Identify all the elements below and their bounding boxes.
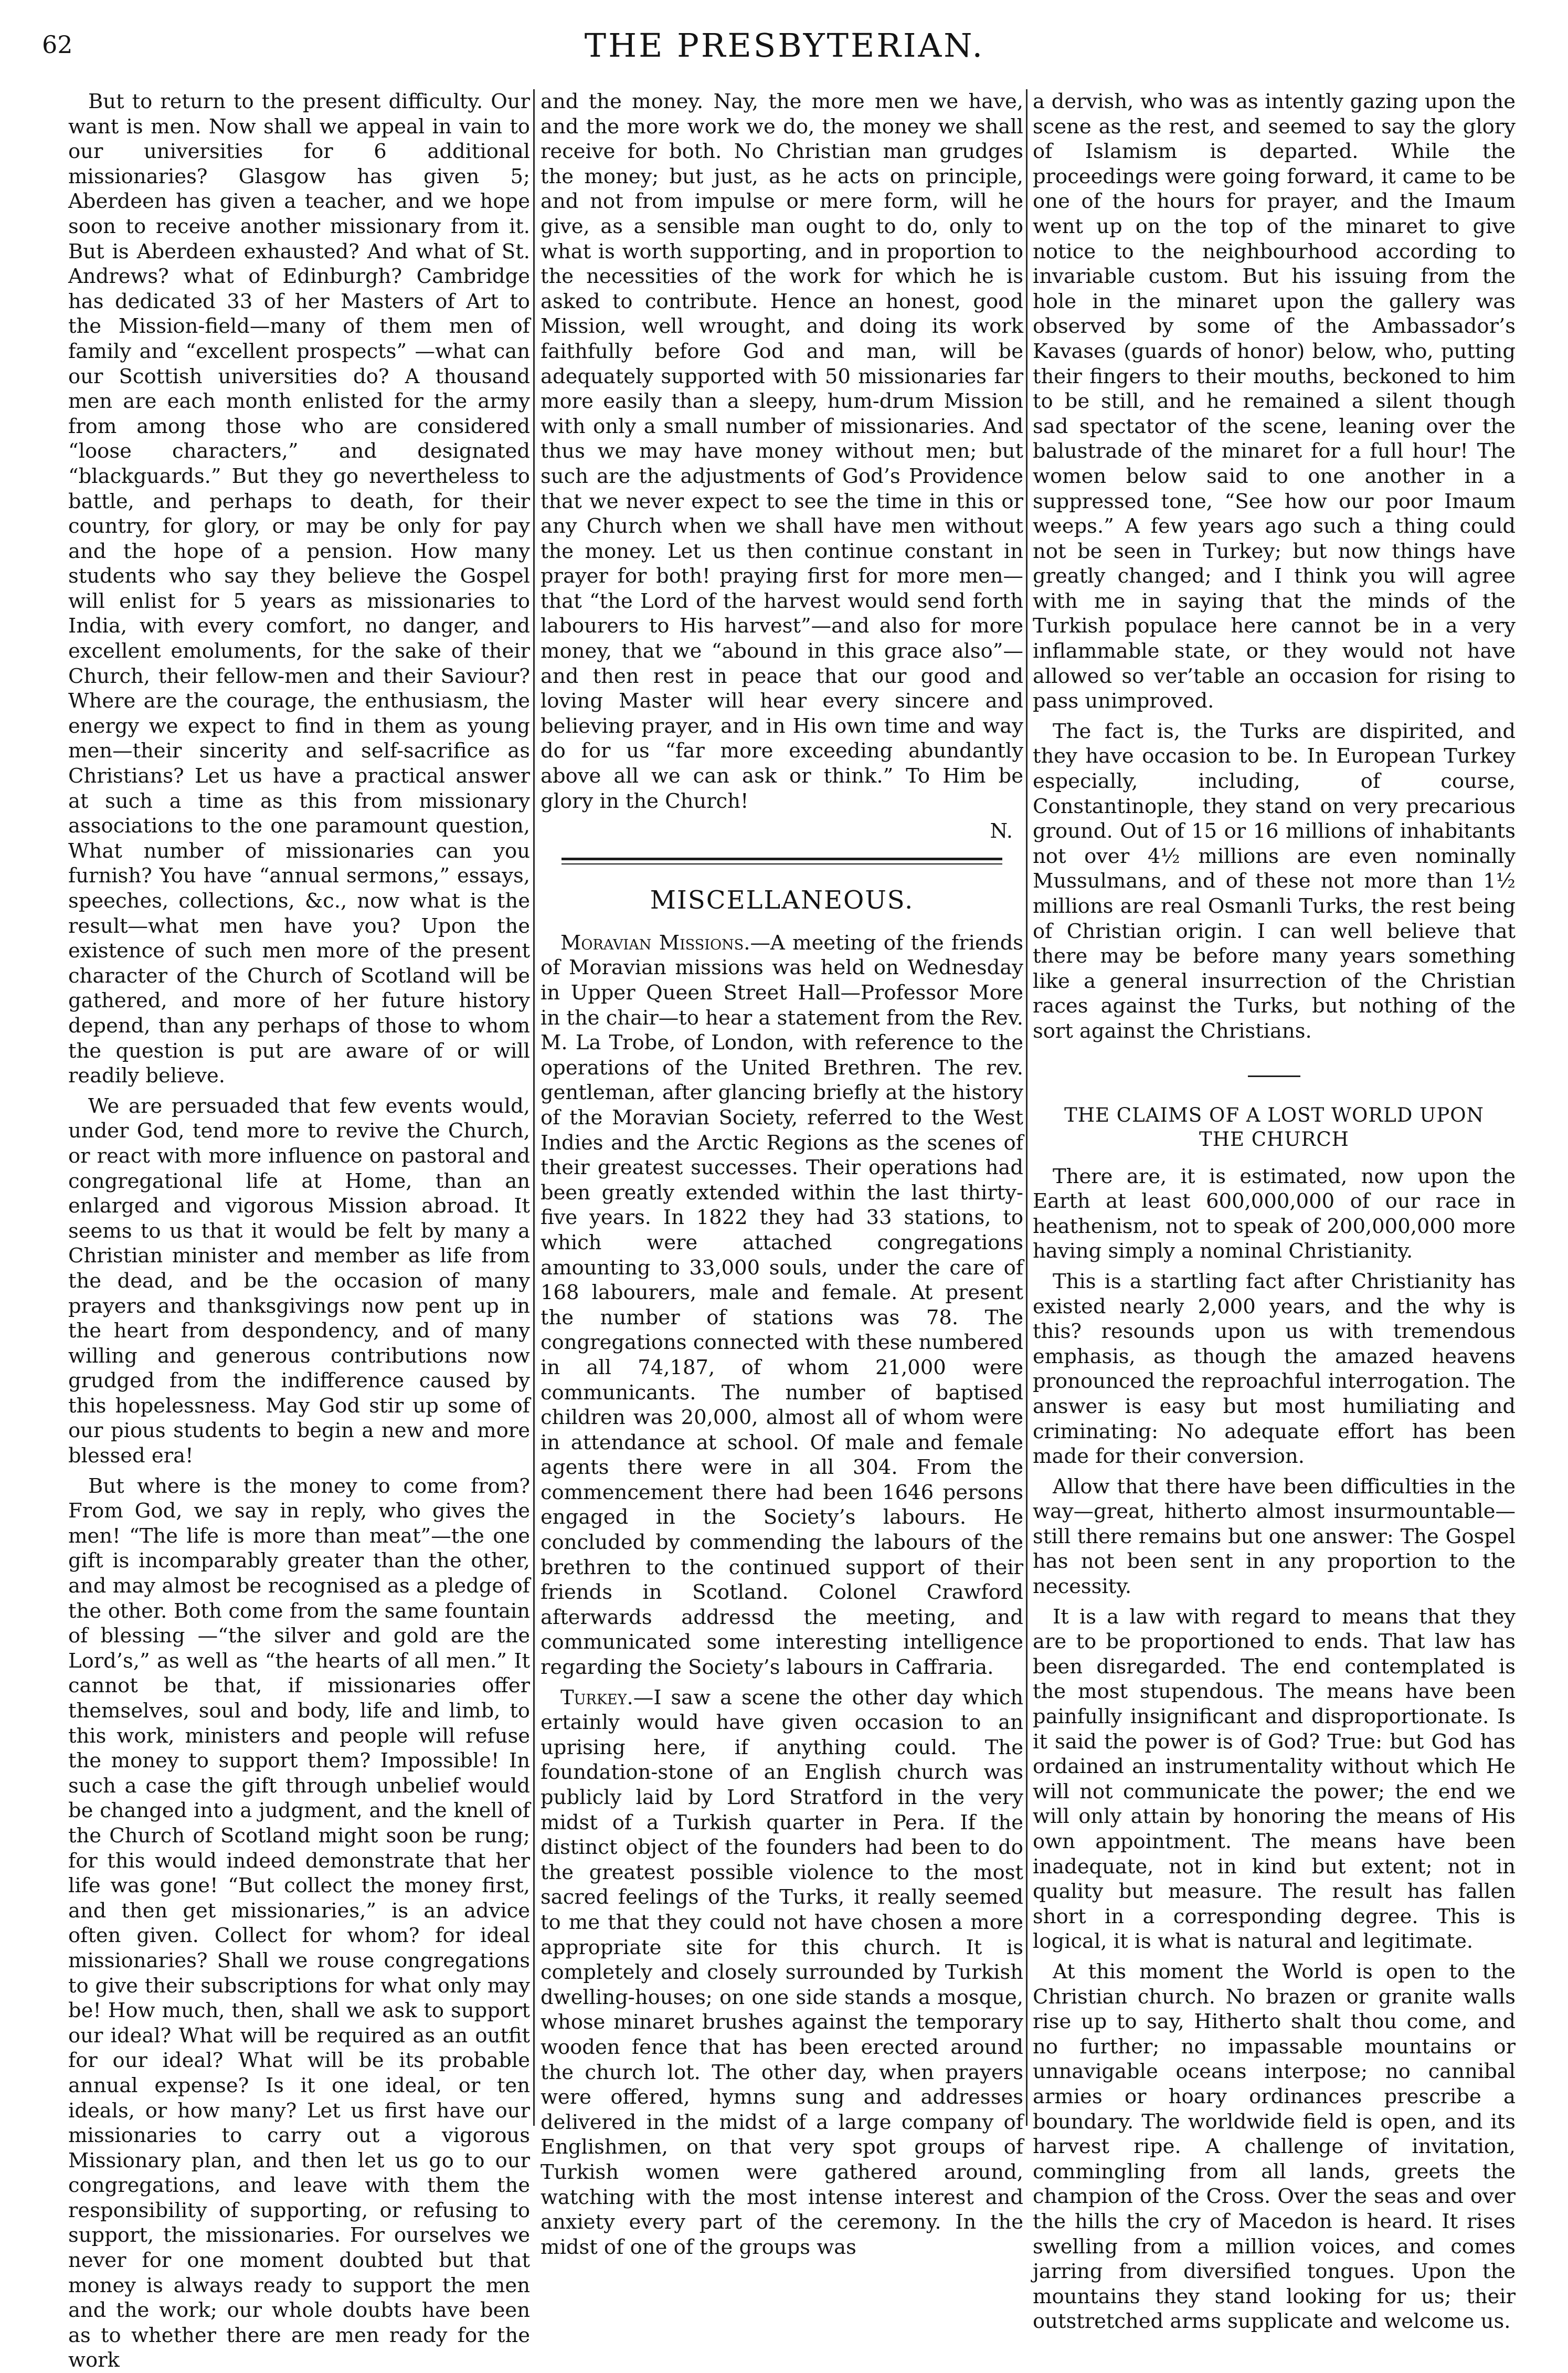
article-paragraph: We are persuaded that few events would, under God, tend more to revive the Church, or react with more influence on pastoral and congregational life at Home, than an enlarged and vigorous Mission abroad. It seems to us that it would be felt by many a Christian minister and member as life from the dead, and be the occasion of many prayers and thanksgivings now pent up in the heart from despondency, and of many willing and generous contributions now grudged from the indifference caused by this hopelessness. May God stir up some of our pious students to begin a new and more blessed era! — [68, 1094, 530, 1468]
article-paragraph: There are, it is estimated, now upon the Earth at least 600,000,000 of our race in heathenism, not to speak of 200,000,000 more having simply a nominal Christianity. — [1033, 1164, 1516, 1263]
article-paragraph: At this moment the World is open to the Christian church. No brazen or granite walls rise up to say, Hitherto shalt thou come, and no further; no impassable mountains or unnavigable oceans interpose; no cannibal armies or hoary ordinances prescribe a boundary. The worldwide field is open, and its harvest ripe. A challenge of invitation, commingling from all lands, greets the champion of the Cross. Over the seas and over the hills the cry of Macedon is heard. It rises swelling from a million voices, and comes jarring from diversified tongues. Upon the mountains they stand looking for us; their outstretched arms supplicate and welcome us. — [1033, 1959, 1516, 2334]
page-header — [42, 26, 1527, 73]
column-3 — [1033, 89, 1516, 2334]
article-signature: N. — [990, 819, 1013, 843]
article-paragraph: Allow that there have been difficulties in the way—great, hitherto almost insurmountable—still there remains but one answer: The Gospel has not been sent in any proportion to the necessity. — [1033, 1474, 1516, 1599]
article-paragraph: a dervish, who was as intently gazing upon the scene as the rest, and seemed to say the glory of Islamism is departed. While the proceedings were going forward, it came to be one of the hours for prayer, and the Imaum went up on the top of the minaret to give notice to the neighbourhood according to invariable custom. But his issuing from the hole in the minaret upon the gallery was observed by some of the Ambassador’s Kavases (guards of honor) below, who, putting their fingers to their mouths, beckoned to him to be still, and he remained a silent though sad spectator of the scene, leaning over the balustrade of the minaret for a full hour! The women below said to one another in a suppressed tone, “See how our poor Imaum weeps.” A few years ago such a thing could not be seen in Turkey; but now things have greatly changed; and I think you will agree with me in saying that the minds of the Turkish populace here cannot be in a very inflammable state, or they would not have allowed so ver’table an occasion for rising to pass unimproved. — [1033, 90, 1516, 713]
short-divider — [1248, 1075, 1300, 1077]
column-2 — [541, 89, 1023, 2259]
column-rule-right — [1026, 89, 1027, 2126]
section-divider — [561, 858, 1002, 864]
masthead-title: THE PRESBYTERIAN. — [584, 26, 985, 65]
news-item-turkey — [541, 1685, 1023, 2260]
news-item-lead: Turkey. — [560, 1685, 633, 1710]
article-heading: THE CLAIMS OF A LOST WORLD UPON THE CHURCH — [1064, 1103, 1484, 1151]
page-number: 62 — [42, 30, 73, 59]
article-paragraph: and the money. Nay, the more men we have, and the more work we do, the money we shall receive for both. No Christian man grudges the money; but just, as he acts on principle, and not from impulse or mere form, will he give, as a sensible man ought to do, only to what is worth supporting, and in proportion to the necessities of the work for which he is asked to contribute. Hence an honest, good Mission, well wrought, and doing its work faithfully before God and man, will be adequately supported with 50 missionaries far more easily than a sleepy, hum-drum Mission with only a small number of missionaries. And thus we may have money without men; but such are the adjustments of God’s Providence that we never expect to see the time in this or any Church when we shall have men without the money. Let us then continue constant in prayer for both! praying first for more men—that “the Lord of the harvest would send forth labourers to His harvest”—and also for more money, that we “abound in this grace also”—and then rest in peace that our good and loving Master will hear every sincere and believing prayer, and in His own time and way do for us “far more exceeding abundantly above all we can ask or think.” To Him be glory in the Church! — [541, 90, 1023, 813]
news-item-body: —I saw a scene the other day which ertainly would have given occasion to an uprising here, if anything could. The foundation-stone of an English church was publicly laid by Lord Stratford in the very midst of a Turkish quarter in Pera. If the distinct object of the founders had been to do the greatest possible violence to the most sacred feelings of the Turks, it really seemed to me that they could not have chosen a more appropriate site for this church. It is completely and closely surrounded by Turkish dwelling-houses; on one side stands a mosque, whose minaret brushes against the temporary wooden fence that has been erected around the church lot. The other day, when prayers were offered, hymns sung and addresses delivered in the midst of a large company of Englishmen, on that very spot groups of Turkish women were gathered around, watching with the most intense interest and anxiety every part of the ceremony. In the midst of one of the groups was — [541, 1685, 1023, 2259]
article-paragraph: The fact is, the Turks are dispirited, and they have occasion to be. In European Turkey especially, including, of course, Constantinople, they stand on very precarious ground. Out of 15 or 16 millions of inhabitants not over 4½ millions are even nominally Mussulmans, and of these not more than 1½ millions are real Osmanli Turks, the rest being of Christian origin. I can well believe that there may be before many years something like a general insurrection of the Christian races against the Turks, but nothing of the sort against the Christians. — [1033, 719, 1516, 1043]
article-paragraph: But to return to the present difficulty. Our want is men. Now shall we appeal in vain to our universities for 6 additional missionaries? Glasgow has given 5; Aberdeen has given a teacher, and we hope soon to receive another missionary from it. But is Aberdeen exhausted? And what of St. Andrews? what of Edinburgh? Cambridge has dedicated 33 of her Masters of Art to the Mission-field—many of them men of family and “excellent prospects” —what can our Scottish universities do? A thousand men are each month enlisted for the army from among those who are considered “loose characters,” and designated “blackguards.” But they go nevertheless to battle, and perhaps to death, for their country, for glory, or may be only for pay and the hope of a pension. How many students who say they believe the Gospel will enlist for 5 years as missionaries to India, with every comfort, no danger, and excellent emoluments, for the sake of their Church, their fellow-men and their Saviour? Where are the courage, the enthusiasm, the energy we expect to find in them as young men—their sincerity and self-sacrifice as Christians? Let us have a practical answer at such a time as this from missionary associations to the one paramount question, What number of missionaries can you furnish? You have “annual sermons,” essays, speeches, collections, &c., now what is the result—what men have you? Upon the existence of such men more of the present character of the Church of Scotland will be gathered, and more of her future history depend, than any perhaps of those to whom the question is put are aware of or will readily believe. — [68, 90, 530, 1088]
article-paragraph: It is a law with regard to means that they are to be proportioned to ends. That law has been disregarded. The end contemplated is the most stupendous. The means have been painfully insignificant and disproportionate. Is it said the power is of God? True: but God has ordained an instrumentality without which He will not communicate the power; the end we will only attain by honoring the means of His own appointment. The means have been inadequate, not in kind but extent; not in quality but measure. The result has fallen short in a corresponding degree. This is logical, it is what is natural and legitimate. — [1033, 1605, 1516, 1954]
article-paragraph: This is a startling fact after Christianity has existed nearly 2,000 years, and the why is this? resounds upon us with tremendous emphasis, as though the amazed heavens pronounced the reproachful interrogation. The answer is easy but most humiliating and criminating: No adequate effort has been made for their conversion. — [1033, 1269, 1516, 1469]
column-rule-left — [533, 89, 535, 2126]
news-item-lead: Moravian Missions. — [560, 931, 750, 955]
column-1 — [68, 89, 530, 2372]
news-item-body: —A meeting of the friends of Moravian missions was held on Wednesday in Upper Queen Street Hall—Professor More in the chair—to hear a statement from the Rev. M. La Trobe, of London, with reference to the operations of the United Brethren. The rev. gentleman, after glancing briefly at the history of the Moravian Society, referred to the West Indies and the Arctic Regions as the scenes of their greatest successes. Their operations had been greatly extended within the last thirty-five years. In 1822 they had 33 stations, to which were attached congregations amounting to 33,000 souls, under the care of 168 labourers, male and female. At present the number of stations was 78. The congregations connected with these numbered in all 74,187, of whom 21,000 were communicants. The number of baptised children was 20,000, almost all of whom were in attendance at school. Of male and female agents there were in all 304. From the commencement there had been 1646 persons engaged in the Society’s labours. He concluded by commending the labours of the brethren to the continued support of their friends in Scotland. Colonel Crawford afterwards addressd the meeting, and communicated some interesting intelligence regarding the Society’s labours in Caffraria. — [541, 931, 1023, 1680]
article-paragraph: But where is the money to come from? From God, we say in reply, who gives the men! “The life is more than meat”—the one gift is incomparably greater than the other, and may almost be recognised as a pledge of the other. Both come from the same fountain of blessing —“the silver and gold are the Lord’s,” as well as “the hearts of all men.” It cannot be that, if missionaries offer themselves, soul and body, life and limb, to this work, ministers and people will refuse the money to support them? Impossible! In such a case the gift through unbelief would be changed into a judgment, and the knell of the Church of Scotland might soon be rung; for this would indeed demonstrate that her life was gone! “But collect the money first, and then get missionaries,” is an advice often given. Collect for whom? for ideal missionaries? Shall we rouse congregations to give their subscriptions for what only may be! How much, then, shall we ask to support our ideal? What will be required as an outfit for our ideal? What will be its probable annual expense? Is it one ideal, or ten ideals, or how many? Let us first have our missionaries to carry out a vigorous Missionary plan, and then let us go to our congregations, and leave with them the responsibility of supporting, or refusing to support, the missionaries. For ourselves we never for one moment doubted but that money is always ready to support the men and the work; our whole doubts have been as to whether there are men ready for the work — [68, 1474, 530, 2372]
news-item-moravian — [541, 931, 1023, 1680]
section-heading: MISCELLANEOUS. — [650, 885, 914, 915]
